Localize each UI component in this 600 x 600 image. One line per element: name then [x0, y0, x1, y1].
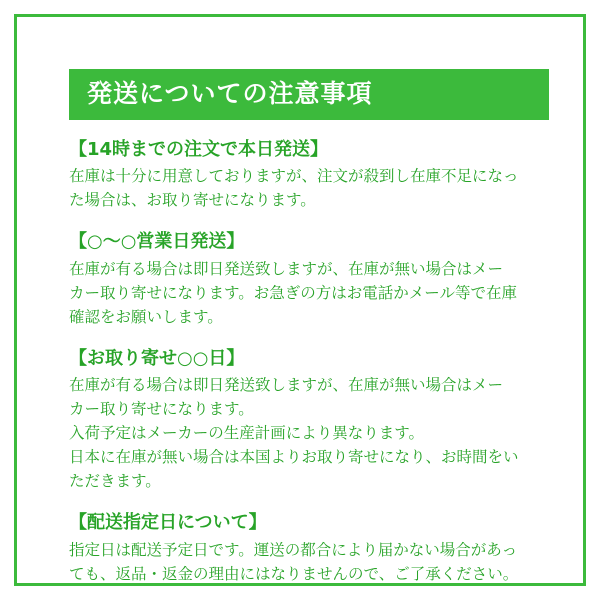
section-heading: 【○〜○営業日発送】 [69, 231, 245, 253]
section-heading: 【14時までの注文で本日発送】 [69, 139, 329, 160]
section-heading: 【お取り寄せ○○日】 [69, 347, 245, 369]
section-line: 在庫が有る場合は即日発送致しますが、在庫が無い場合はメー [69, 376, 504, 395]
section-line: 確認をお願いします。 [69, 307, 223, 326]
section-body [69, 257, 549, 329]
content-area [69, 69, 549, 583]
section-line: 在庫は十分に用意しておりますが、注文が殺到し在庫不足になっ [69, 167, 519, 186]
section-line: 在庫が有る場合は即日発送致しますが、在庫が無い場合はメー [69, 259, 504, 278]
page-title: 発送についての注意事項 [69, 69, 549, 120]
section-line: 指定日は配送予定日です。運送の都合により届かない場合があっ [69, 540, 518, 559]
section-body [69, 538, 549, 586]
section-line: カー取り寄せになります。 [69, 400, 254, 419]
green-border-frame [14, 14, 586, 586]
notice-section-business-days [69, 230, 549, 328]
section-heading: 【配送指定日について】 [69, 512, 267, 534]
section-line: た場合は、お取り寄せになります。 [69, 191, 316, 210]
notice-section-delivery-date [69, 511, 549, 585]
notice-section-same-day [69, 138, 549, 212]
section-line: ても、返品・返金の理由にはなりませんので、ご了承ください。 [69, 564, 519, 583]
section-body [69, 373, 549, 493]
section-line: 日本に在庫が無い場合は本国よりお取り寄せになり、お時間をい [69, 448, 519, 467]
section-line: ただきます。 [69, 472, 161, 491]
section-line: 入荷予定はメーカーの生産計画により異なります。 [69, 424, 424, 443]
notice-section-backorder [69, 347, 549, 493]
section-body [69, 164, 549, 212]
section-line: カー取り寄せになります。お急ぎの方はお電話かメール等で在庫 [69, 283, 517, 302]
